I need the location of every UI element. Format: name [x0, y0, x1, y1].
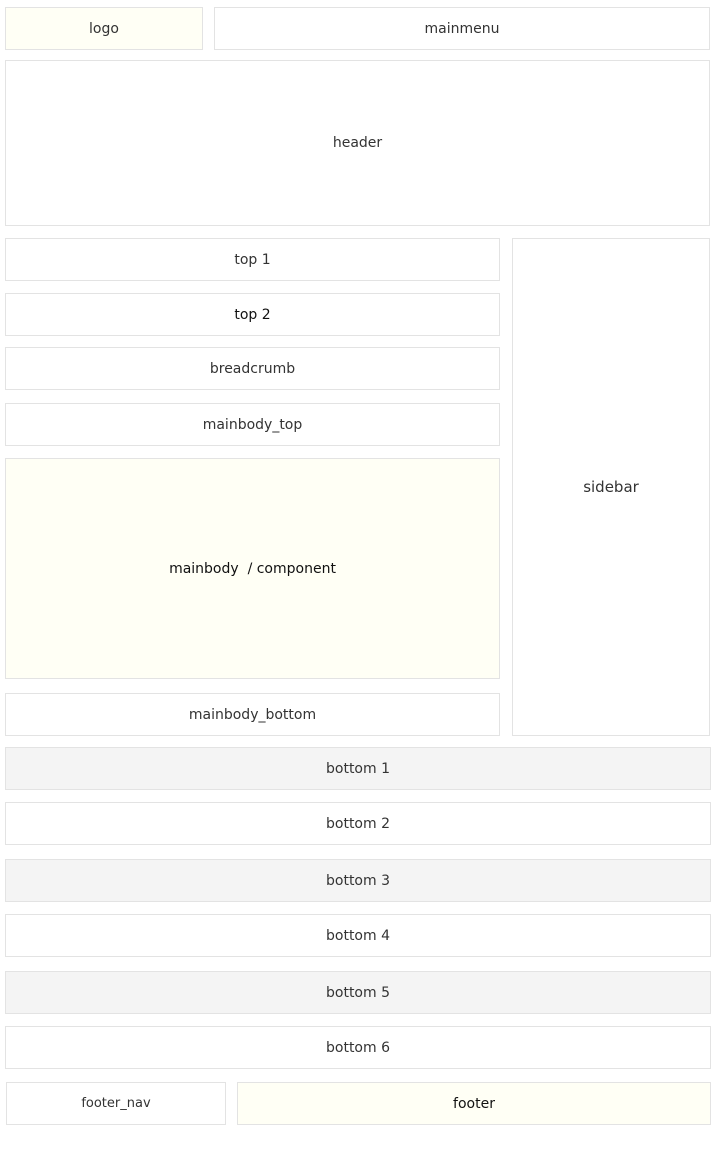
top2-block: top 2 — [5, 293, 500, 336]
mainmenu-block: mainmenu — [214, 7, 710, 50]
footer-nav-block: footer_nav — [6, 1082, 226, 1125]
bottom4-block: bottom 4 — [5, 914, 711, 957]
bottom6-block: bottom 6 — [5, 1026, 711, 1069]
bottom3-block: bottom 3 — [5, 859, 711, 902]
footer-block: footer — [237, 1082, 711, 1125]
header-block: header — [5, 60, 710, 226]
mainbody-component-block: mainbody / component — [5, 458, 500, 679]
bottom1-block: bottom 1 — [5, 747, 711, 790]
sidebar-block: sidebar — [512, 238, 710, 736]
mainbody-bottom-block: mainbody_bottom — [5, 693, 500, 736]
breadcrumb-block: breadcrumb — [5, 347, 500, 390]
logo-block: logo — [5, 7, 203, 50]
top1-block: top 1 — [5, 238, 500, 281]
bottom5-block: bottom 5 — [5, 971, 711, 1014]
mainbody-top-block: mainbody_top — [5, 403, 500, 446]
bottom2-block: bottom 2 — [5, 802, 711, 845]
